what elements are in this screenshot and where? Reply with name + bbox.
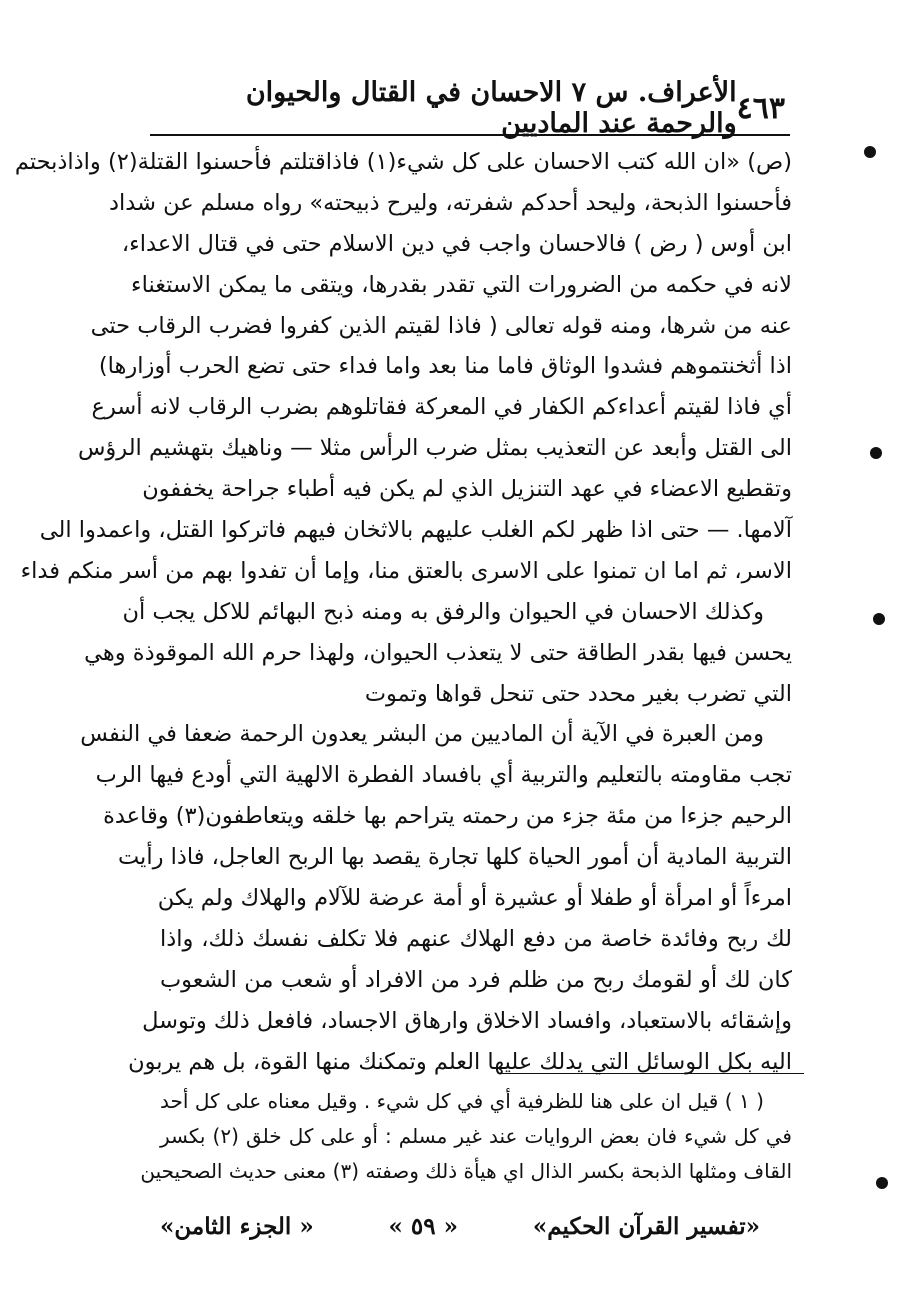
page-number: ٤٦٣ xyxy=(736,90,785,126)
text-line: التربية المادية أن أمور الحياة كلها تجارة يقصد بها الربح العاجل، فاذا رأيت xyxy=(117,844,792,871)
text-line: اليه بكل الوسائل التي يدلك عليها العلم وتمكنك منها القوة، بل هم يربون xyxy=(128,1048,792,1075)
footer-part: « الجزء الثامن» xyxy=(160,1212,314,1240)
margin-dot xyxy=(873,613,885,625)
text-line: عنه من شرها، ومنه قوله تعالى ( فاذا لقيتم الذين كفروا فضرب الرقاب حتى xyxy=(90,312,792,339)
text-line: يحسن فيها بقدر الطاقة حتى لا يتعذب الحيوان، ولهذا حرم الله الموقوذة وهي xyxy=(84,639,792,666)
text-line: فأحسنوا الذبحة، وليحد أحدكم شفرته، وليرح ذبيحته» رواه مسلم عن شداد xyxy=(108,189,792,216)
text-line: الرحيم جزءا من مئة جزء من رحمته يتراحم بها خلقه ويتعاطفون(٣) وقاعدة xyxy=(103,803,792,830)
footer-book-title: «تفسير القرآن الحكيم» xyxy=(532,1212,760,1240)
text-line: وتقطيع الاعضاء في عهد التنزيل الذي لم يكن فيه أطباء جراحة يخففون xyxy=(142,476,792,503)
footnotes xyxy=(140,1084,792,1189)
text-line: وإشقائه بالاستعباد، وافساد الاخلاق وارهاق الاجساد، فافعل ذلك وتوسل xyxy=(142,1007,792,1034)
text-line: لانه في حكمه من الضرورات التي تقدر بقدرها، ويتقى ما يمكن الاستغناء xyxy=(131,271,792,298)
margin-dot xyxy=(864,146,876,158)
footnote-line: في كل شيء فان بعض الروايات عند غير مسلم : أو على كل خلق (٢) بكسر xyxy=(160,1124,792,1148)
text-line: امرءاً أو امرأة أو طفلا أو عشيرة أو أمة عرضة للآلام والهلاك ولم يكن xyxy=(157,885,792,912)
text-line: آلامها. — حتى اذا ظهر لكم الغلب عليهم بالاثخان فيهم فاتركوا القتل، واعمدوا الى xyxy=(39,517,792,544)
running-footer xyxy=(160,1206,760,1246)
footnote-rule xyxy=(500,1073,804,1074)
main-text xyxy=(14,142,792,1082)
footer-folio: « ٥٩ » xyxy=(388,1212,459,1240)
text-line: كان لك أو لقومك ربح من ظلم فرد من الافراد أو شعب من الشعوب xyxy=(160,966,792,993)
text-line: ابن أوس ( رض ) فالاحسان واجب في دين الاسلام حتى في قتال الاعداء، xyxy=(121,230,792,257)
text-line: (ص) «ان الله كتب الاحسان على كل شيء(١) فاذاقتلتم فأحسنوا القتلة(٢) واذاذبحتم xyxy=(14,149,792,175)
text-line: وكذلك الاحسان في الحيوان والرفق به ومنه ذبح البهائم للاكل يجب أن xyxy=(122,598,764,625)
text-line: التي تضرب بغير محدد حتى تنحل قواها وتموت xyxy=(364,680,792,707)
footnote-line: ( ١ ) قيل ان على هنا للظرفية أي في كل شيء . وقيل معناه على كل أحد xyxy=(160,1089,764,1113)
footnote-line: القاف ومثلها الذبحة بكسر الذال اي هيأة ذلك وصفته (٣) معنى حديث الصحيحين xyxy=(140,1159,792,1183)
header-title: الأعراف. س ٧ الاحسان في القتال والحيوان والرحمة عند الماديين xyxy=(245,77,737,139)
margin-dot xyxy=(870,447,882,459)
text-line: لك ربح وفائدة خاصة من دفع الهلاك عنهم فلا تكلف نفسك ذلك، واذا xyxy=(160,925,792,952)
text-line: الاسر، ثم اما ان تمنوا على الاسرى بالعتق منا، وإما أن تفدوا بهم من أسر منكم فداء xyxy=(20,557,792,584)
text-line: اذا أثخنتموهم فشدوا الوثاق فاما منا بعد واما فداء حتى تضع الحرب أوزارها) xyxy=(98,353,792,380)
text-line: تجب مقاومته بالتعليم والتربية أي بافساد الفطرة الالهية التي أودع فيها الرب xyxy=(95,762,792,789)
running-header xyxy=(150,77,785,139)
text-line: الى القتل وأبعد عن التعذيب بمثل ضرب الرأس مثلا — وناهيك بتهشيم الرؤس xyxy=(77,435,792,462)
text-line: أي فاذا لقيتم أعداءكم الكفار في المعركة فقاتلوهم بضرب الرقاب لانه أسرع xyxy=(91,394,792,421)
header-rule xyxy=(150,134,790,136)
text-line: ومن العبرة في الآية أن الماديين من البشر يعدون الرحمة ضعفا في النفس xyxy=(80,721,764,748)
margin-dot xyxy=(876,1177,888,1189)
